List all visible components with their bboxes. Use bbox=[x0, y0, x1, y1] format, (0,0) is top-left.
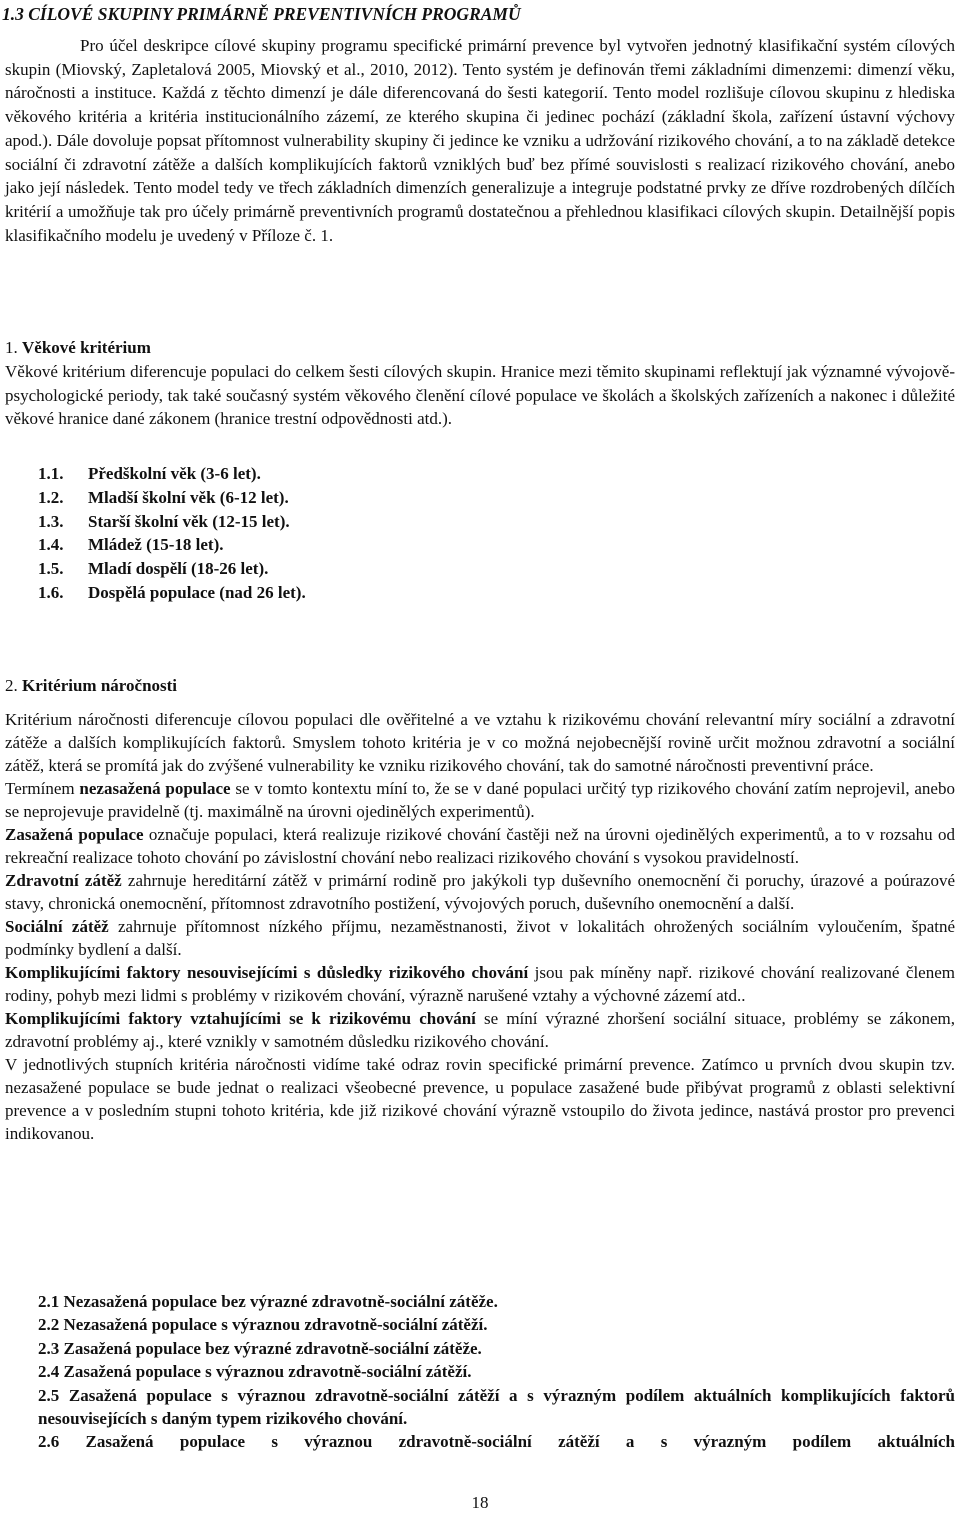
item-number: 1.4. bbox=[38, 535, 64, 555]
term-paragraph bbox=[5, 823, 955, 869]
term-paragraph bbox=[5, 915, 955, 961]
item-label: Mládež (15-18 let). bbox=[88, 535, 224, 555]
term-text: se míní výrazné zhoršení sociální situace, problémy se zákonem, zdravotní problémy aj., které vznikly v samotném důsledku rizikového chování. bbox=[5, 1009, 955, 1051]
list-item bbox=[38, 533, 306, 557]
list-item bbox=[38, 486, 306, 510]
section2-paragraph: Kritérium náročnosti diferencuje cílovou populaci dle ověřitelné a ve vztahu k rizikovému chování relevantní míry sociální a zdravotní zátěže a dalších komplikujících faktorů. Smyslem tohoto kritéria je v co možná nejobecnější rovině určit možnou zdravotní a sociální zátěž, která se promítá jak do zvýšené vulnerability ke vzniku rizikového chování, tak do samotné náročnosti preventivní práce. bbox=[5, 710, 955, 775]
item-number: 1.5. bbox=[38, 559, 64, 579]
item-label: Předškolní věk (3-6 let). bbox=[88, 464, 261, 483]
demand-category-list bbox=[38, 1290, 955, 1454]
list-item: 2.4 Zasažená populace s výraznou zdravotně-sociální zátěží. bbox=[38, 1362, 472, 1382]
term-label: Komplikujícími faktory nesouvisejícími s důsledky rizikového chování bbox=[5, 963, 529, 982]
list-item bbox=[38, 557, 306, 581]
item-label: Mladí dospělí (18-26 let). bbox=[88, 559, 269, 579]
section2-body bbox=[5, 708, 955, 1145]
term-prefix: Termínem bbox=[5, 779, 80, 798]
item-label: Mladší školní věk (6-12 let). bbox=[88, 487, 289, 507]
section2-heading bbox=[5, 674, 177, 698]
item-label: Starší školní věk (12-15 let). bbox=[88, 511, 290, 531]
term-text: zahrnuje přítomnost nízkého příjmu, nezaměstnanosti, život v lokalitách ohrožených sociálním vyloučením, špatné podmínky bydlení a další. bbox=[5, 917, 956, 959]
list-item bbox=[38, 510, 306, 534]
item-number: 1.3. bbox=[38, 511, 64, 531]
age-category-list bbox=[38, 462, 306, 605]
term-label: Komplikujícími faktory vztahujícími se k rizikovému chování bbox=[5, 1009, 476, 1028]
term-paragraph bbox=[5, 777, 955, 823]
list-item bbox=[38, 581, 306, 605]
item-label: Dospělá populace (nad 26 let). bbox=[88, 582, 306, 602]
section1-title: Věkové kritérium bbox=[22, 338, 151, 357]
list-item: 2.3 Zasažená populace bez výrazné zdravotně-sociální zátěže. bbox=[38, 1338, 482, 1358]
term-text: se v tomto kontextu míní to, že se v dané populaci určitý typ rizikového chování zatím neprojevil, anebo se neprojevuje pravidelně (tj. maximálně na úrovni ojedinělých experimentů). bbox=[5, 779, 955, 821]
section2-number: 2. bbox=[5, 676, 18, 695]
term-label: Sociální zátěž bbox=[5, 917, 109, 936]
term-text: zahrnuje hereditární zátěž v primární rodině pro jakýkoli typ duševního onemocnění či poruchy, úrazové a poúrazové stavy, chronická onemocnění, přítomnost zdravotního postižení, vývojových poruch, duševního onemocnění a další. bbox=[5, 871, 955, 913]
list-item: 2.2 Nezasažená populace s výraznou zdravotně-sociální zátěží. bbox=[38, 1315, 488, 1335]
section-heading: 1.3 CÍLOVÉ SKUPINY PRIMÁRNĚ PREVENTIVNÍCH PROGRAMŮ bbox=[2, 4, 521, 24]
intro-paragraph: Pro účel deskripce cílové skupiny programu specifické primární prevence byl vytvořen jednotný klasifikační systém cílových skupin (Miovský, Zapletalová 2005, Miovský et al., 2010, 2012). Tento systém je definován třemi základními dimenzemi: dimenzí věku, náročnosti a instituce. Každá z těchto dimenzí je dále diferencovaná do šesti kategorií. Tento model rozlišuje cílovou skupinu z hlediska věkového kritéria a kritéria institucionálního zázemí, ze kterého skupina či jedinec pochází (základní škola, zařízení ústavní výchovy apod.). Dále dovoluje popsat přítomnost vulnerability skupiny či jedince ke vzniku a udržování rizikového chování, a to na základě detekce sociální či zdravotní zátěže a dalších komplikujících faktorů vzniklých buď bez přímé souvislosti s realizací rizikového chování, anebo jako její následek. Tento model tedy ve třech základních dimenzích generalizuje a integruje podstatné prvky ze dříve rozdrobených dílčích kritérií a umožňuje tak pro účely primárně preventivních programů dostatečnou a přehlednou klasifikaci cílových skupin. Detailnější popis klasifikačního modelu je uvedený v Příloze č. 1. bbox=[5, 36, 955, 245]
term-paragraph bbox=[5, 1007, 955, 1053]
term-text: označuje populaci, která realizuje rizikové chování častěji než na úrovni ojedinělých experimentů, a to v rozsahu od rekreační realizace tohoto chování po závislostní chování nebo realizaci rizikového chování s vysokou pravidelností. bbox=[5, 825, 955, 867]
term-label: Zdravotní zátěž bbox=[5, 871, 122, 890]
section1-number: 1. bbox=[5, 338, 18, 357]
list-item: 2.5 Zasažená populace s výraznou zdravotně-sociální zátěží a s výrazným podílem aktuálních komplikujících faktorů nesouvisejících s daným typem rizikového chování. bbox=[38, 1385, 955, 1429]
page-number: 18 bbox=[471, 1493, 489, 1512]
section2-title: Kritérium náročnosti bbox=[22, 676, 178, 695]
item-number: 1.2. bbox=[38, 487, 64, 507]
term-text: jsou pak míněny např. rizikové chování realizované členem rodiny, pohyb mezi lidmi s problémy v rizikovém chování, výrazně narušené vztahy a výchovné zázemí atd.. bbox=[5, 963, 955, 1005]
item-number: 1.6. bbox=[38, 582, 64, 602]
section1-paragraph: Věkové kritérium diferencuje populaci do celkem šesti cílových skupin. Hranice mezi těmito skupinami reflektují jak významné vývojově-psychologické periody, tak také současný systém věkového členění cílové populace ve školách a školských zařízeních a nakonec i důležité věkové hranice dané zákonem (hranice trestní odpovědnosti atd.). bbox=[5, 362, 955, 429]
section2-closing-paragraph: V jednotlivých stupních kritéria náročnosti vidíme také odraz rovin specifické primární prevence. Zatímco u prvních dvou skupin tzv. nezasažené populace se bude jednat o realizaci všeobecné prevence, u populace zasažené bude přibývat programů z oblasti selektivní prevence a v posledním stupni tohoto kritéria, kde již rizikové chování výrazně vstoupilo do života jedince, nastává prostor pro prevenci indikovanou. bbox=[5, 1055, 955, 1143]
list-item bbox=[38, 462, 306, 486]
item-number: 1.1. bbox=[38, 464, 64, 483]
term-label: Zasažená populace bbox=[5, 825, 144, 844]
term-paragraph bbox=[5, 869, 955, 915]
section1-heading bbox=[5, 336, 151, 360]
term-paragraph bbox=[5, 961, 955, 1007]
term-label: nezasažená populace bbox=[79, 779, 231, 798]
list-item: 2.6 Zasažená populace s výraznou zdravotně-sociální zátěží a s výrazným podílem aktuálních bbox=[38, 1432, 955, 1452]
list-item: 2.1 Nezasažená populace bez výrazné zdravotně-sociální zátěže. bbox=[38, 1292, 498, 1311]
